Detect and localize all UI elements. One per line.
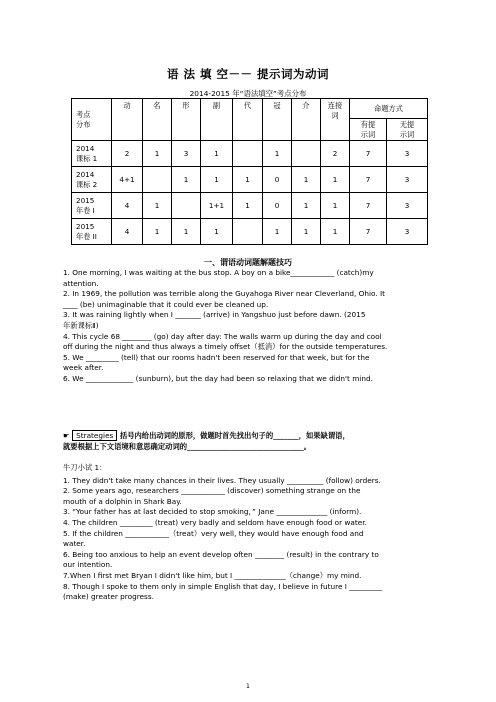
table-cell [292, 141, 321, 167]
table-cell: 1 [292, 219, 321, 245]
exercise-line: mouth of a dolphin in Shark Bay. [63, 496, 182, 506]
table-header-cell: 名 [143, 99, 172, 141]
table-cell [143, 167, 172, 193]
exercise-line: 8. Though I spoke to them only in simple English that day, I believe in future I _________ [63, 581, 383, 591]
exercise-line: 5. We _________ (tell) that our rooms hadn't been reserved for that week, but for the [63, 352, 370, 362]
exercise-block-2 [63, 463, 435, 603]
table-cell: 3 [387, 219, 428, 245]
page-title: 语 法 填 空－－ 提示词为动词 [166, 67, 329, 81]
exercise-line: 2. In 1969, the pollution was terrible along the Guyahoga River near Cleverland, Ohio. It [63, 289, 385, 299]
table-header-cell: 连接 词 [321, 99, 350, 141]
strategies-note [63, 430, 435, 452]
table-cell: 1 [292, 167, 321, 193]
exercise-line: 3. “Your father has at last decided to stop smoking，” Jane ______________ (inform). [63, 507, 362, 517]
exercise-line: 5. If the children ____________（treat）very well, they would have enough food and [63, 528, 364, 538]
exercise-line: our intention. [63, 560, 113, 570]
exercise-line: water. [63, 539, 86, 549]
exercise-line: 1. One morning, I was waiting at the bus stop. A boy on a bike____________ (catch)my [63, 268, 374, 277]
table-cell: 1+1 [201, 193, 233, 219]
exercise-line: (make) greater progress. [63, 592, 154, 602]
row-label: 2015 年卷 II [72, 219, 112, 245]
table-cell: 4 [112, 193, 143, 219]
table-row [72, 167, 428, 193]
table-cell: 1 [321, 219, 350, 245]
page-subtitle: 2014-2015 年“语法填空”考点分布 [189, 89, 307, 98]
exercise-line: 3. It was raining lightly when I _______ (arrive) in Yangshuo just before dawn. (2015 [63, 310, 366, 320]
table-cell: 1 [321, 193, 350, 219]
table-cell [172, 193, 201, 219]
section-heading: 牛刀小试 1： [63, 463, 107, 472]
table-cell: 1 [143, 193, 172, 219]
exercise-line: 年新课标Ⅱ) [63, 320, 99, 330]
exercise-line: week after. [63, 363, 104, 373]
table-cell: 1 [292, 193, 321, 219]
section-heading: 一、谓语动词题解题技巧 [204, 257, 292, 267]
table-subheader-cell: 无提 示词 [387, 119, 428, 141]
table-cell: 1 [201, 219, 233, 245]
table-cell: 1 [201, 167, 233, 193]
table-cell: 0 [263, 193, 292, 219]
exercise-line: 1. They didn't take many chances in their lives. They usually __________ (follow) orders. [63, 475, 381, 485]
exercise-line: 6. We _____________ (sunburn), but the day had been so relaxing that we didn't mind. [63, 373, 373, 383]
exercise-block-1 [63, 268, 435, 385]
table-cell: 1 [233, 167, 263, 193]
strategies-text: 括号内给出动词的原形，做题时首先找出句子的_______，如果缺谓语， [117, 431, 350, 440]
exam-points-table [71, 98, 428, 245]
table-header-cell: 动 [112, 99, 143, 141]
table-cell: 1 [321, 167, 350, 193]
exercise-line: 7.When I first met Bryan I didn't like him, but I ______________（change）my mind. [63, 570, 362, 580]
exercise-line: 4. This cycle 68 ________ (go) day after day: The walls warm up during the day and cool [63, 331, 382, 341]
table-subheader-cell: 有提 示词 [350, 119, 387, 141]
table-cell: 1 [201, 141, 233, 167]
table-cell: 3 [387, 141, 428, 167]
table-header-cell: 命题方式 [350, 99, 428, 119]
table-cell: 1 [143, 141, 172, 167]
row-label: 2014 课标 2 [72, 167, 112, 193]
table-cell: 1 [172, 219, 201, 245]
exercise-line: ____ (be) unimaginable that it could ever be cleaned up. [63, 299, 269, 309]
exercise-line: 4. The children _________ (treat) very badly and seldom have enough food or water. [63, 517, 367, 527]
strategies-text: 就要根据上下文语境和意思确定动词的________________________________。 [63, 442, 312, 451]
table-cell: 1 [263, 141, 292, 167]
row-label: 2014 课标 1 [72, 141, 112, 167]
strategies-label: Strategies [72, 430, 117, 441]
table-cell: 7 [350, 141, 387, 167]
table-row [72, 193, 428, 219]
table-cell [233, 141, 263, 167]
table-cell: 4 [112, 219, 143, 245]
table-header-row [72, 99, 428, 119]
table-cell: 0 [263, 167, 292, 193]
table-cell: 7 [350, 193, 387, 219]
table-header-cell: 代 [233, 99, 263, 141]
table-row [72, 219, 428, 245]
exercise-line: 2. Some years ago, researchers ____________ (discover) something strange on the [63, 486, 361, 496]
exercise-line: off during the night and thus always a timely offset（抵消）for the outside temperatures. [63, 342, 388, 352]
table-cell: 7 [350, 219, 387, 245]
table-cell: 1 [263, 219, 292, 245]
table-cell: 2 [321, 141, 350, 167]
table-cell: 1 [143, 219, 172, 245]
table-header-cell: 介 [292, 99, 321, 141]
table-cell: 3 [387, 167, 428, 193]
table-header-cell: 副 [201, 99, 233, 141]
page-number: 1 [245, 682, 251, 690]
table-cell: 7 [350, 167, 387, 193]
pointing-hand-icon: ☛ [63, 431, 70, 440]
table-cell: 1 [233, 193, 263, 219]
table-header-cell: 形 [172, 99, 201, 141]
table-row [72, 141, 428, 167]
table-cell: 1 [172, 167, 201, 193]
table-cell: 4+1 [112, 167, 143, 193]
table-cell: 3 [172, 141, 201, 167]
table-header-cell: 考点 分布 [72, 99, 112, 141]
table-cell [233, 219, 263, 245]
exercise-line: attention. [63, 278, 99, 288]
exercise-line: 6. Being too anxious to help an event develop often ________ (result) in the contrary to [63, 549, 379, 559]
table-header-cell: 冠 [263, 99, 292, 141]
table-cell: 3 [387, 193, 428, 219]
table-cell: 2 [112, 141, 143, 167]
row-label: 2015 年卷 I [72, 193, 112, 219]
